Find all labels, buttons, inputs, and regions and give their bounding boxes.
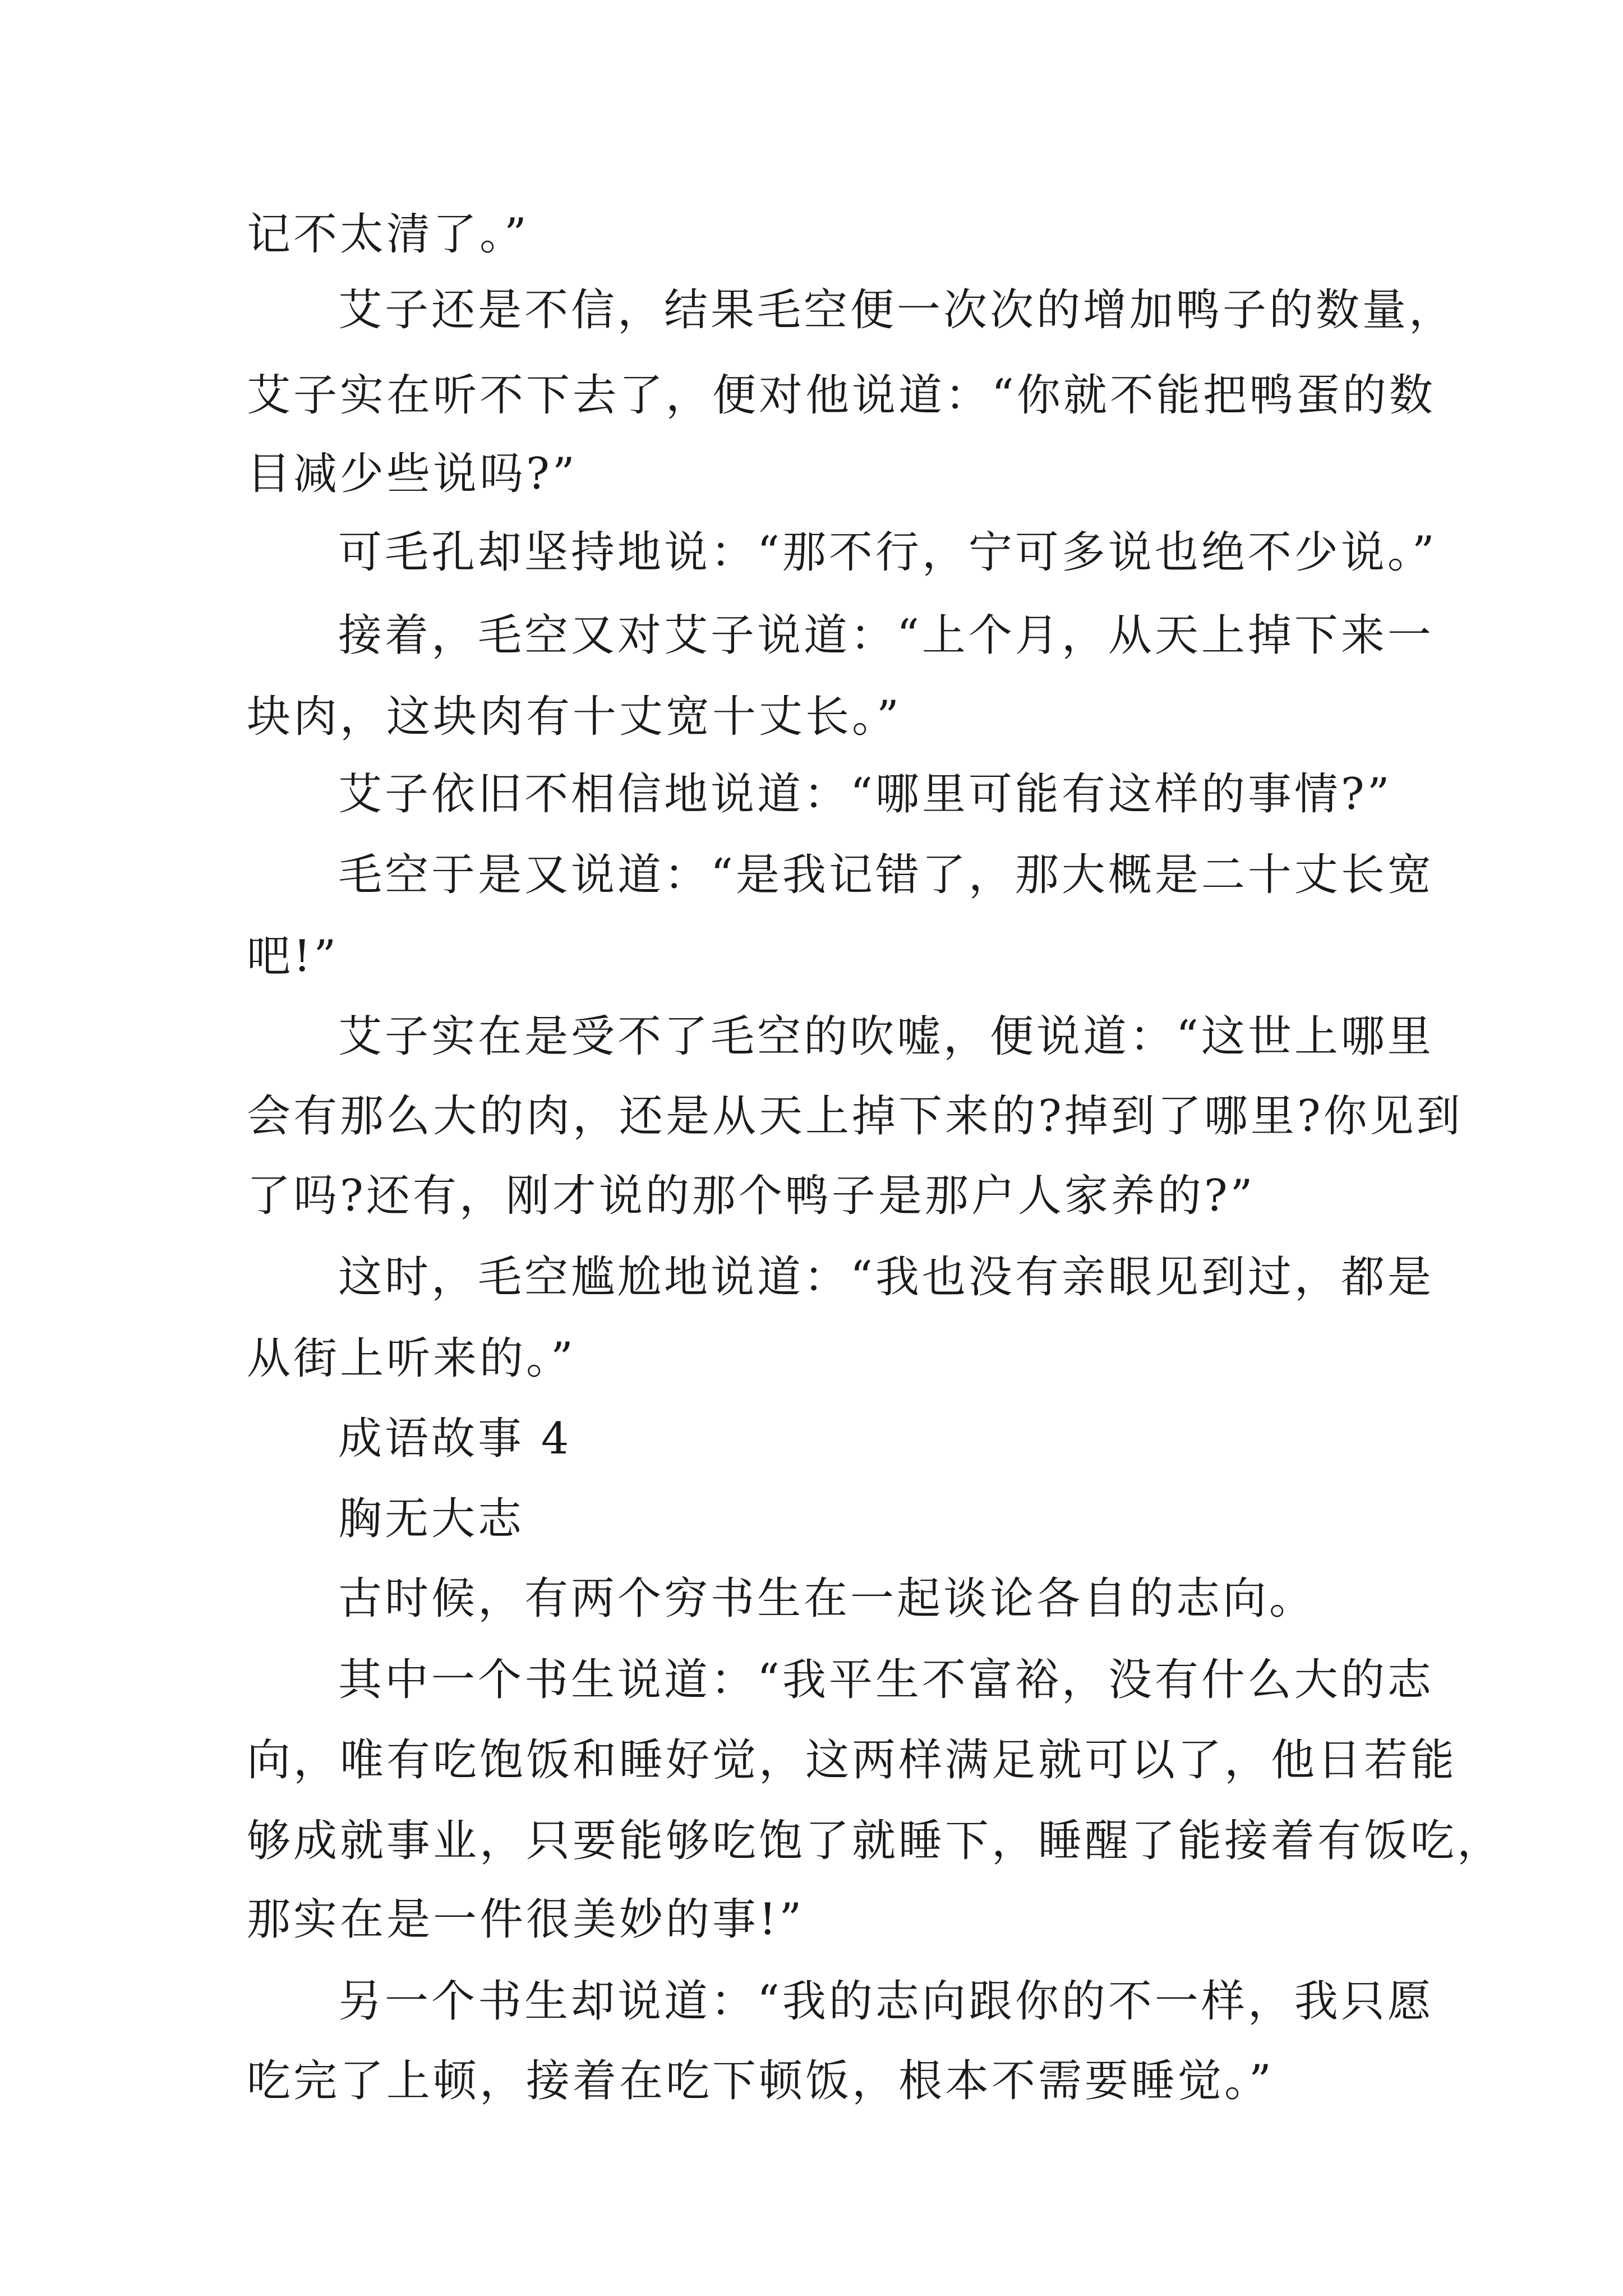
text-line-20: 向，唯有吃饱饭和睡好觉，这两样满足就可以了，他日若能 — [247, 1735, 1458, 1786]
story-title: 胸无大志 — [338, 1494, 525, 1544]
text-line-4: 目减少些说吗?” — [247, 449, 578, 499]
text-line-1: 记不太清了。” — [247, 209, 529, 260]
text-line-10: 吧!” — [247, 931, 339, 982]
text-line-6: 接着，毛空又对艾子说道：“上个月，从天上掉下来一 — [338, 610, 1434, 661]
text-line-5: 可毛孔却坚持地说：“那不行，宁可多说也绝不少说。” — [338, 527, 1437, 578]
text-line-2: 艾子还是不信，结果毛空便一次次的增加鸭子的数量， — [338, 285, 1456, 335]
text-line-21: 够成就事业，只要能够吃饱了就睡下，睡醒了能接着有饭吃， — [247, 1816, 1504, 1866]
text-line-24: 吃完了上顿，接着在吃下顿饭，根本不需要睡觉。” — [247, 2056, 1274, 2106]
text-line-18: 古时候，有两个穷书生在一起谈论各自的志向。 — [338, 1573, 1316, 1624]
text-line-23: 另一个书生却说道：“我的志向跟你的不一样，我只愿 — [338, 1976, 1434, 2027]
text-line-11: 艾子实在是受不了毛空的吹嘘，便说道：“这世上哪里 — [338, 1011, 1434, 1062]
text-line-19: 其中一个书生说道：“我平生不富裕，没有什么大的志 — [338, 1655, 1434, 1705]
text-line-7: 块肉，这块肉有十丈宽十丈长。” — [247, 692, 902, 742]
text-line-8: 艾子依旧不相信地说道：“哪里可能有这样的事情?” — [338, 769, 1393, 820]
text-line-14: 这时，毛空尴尬地说道：“我也没有亲眼见到过，都是 — [338, 1252, 1434, 1303]
text-line-22: 那实在是一件很美妙的事!” — [247, 1894, 805, 1945]
section-heading: 成语故事 4 — [338, 1414, 572, 1464]
text-line-15: 从街上听来的。” — [247, 1333, 576, 1384]
text-line-12: 会有那么大的肉，还是从天上掉下来的?掉到了哪里?你见到 — [247, 1091, 1463, 1142]
text-line-13: 了吗?还有，刚才说的那个鸭子是那户人家养的?” — [247, 1171, 1256, 1221]
text-line-9: 毛空于是又说道：“是我记错了，那大概是二十丈长宽 — [338, 850, 1434, 900]
text-line-3: 艾子实在听不下去了，便对他说道：“你就不能把鸭蛋的数 — [247, 370, 1436, 421]
